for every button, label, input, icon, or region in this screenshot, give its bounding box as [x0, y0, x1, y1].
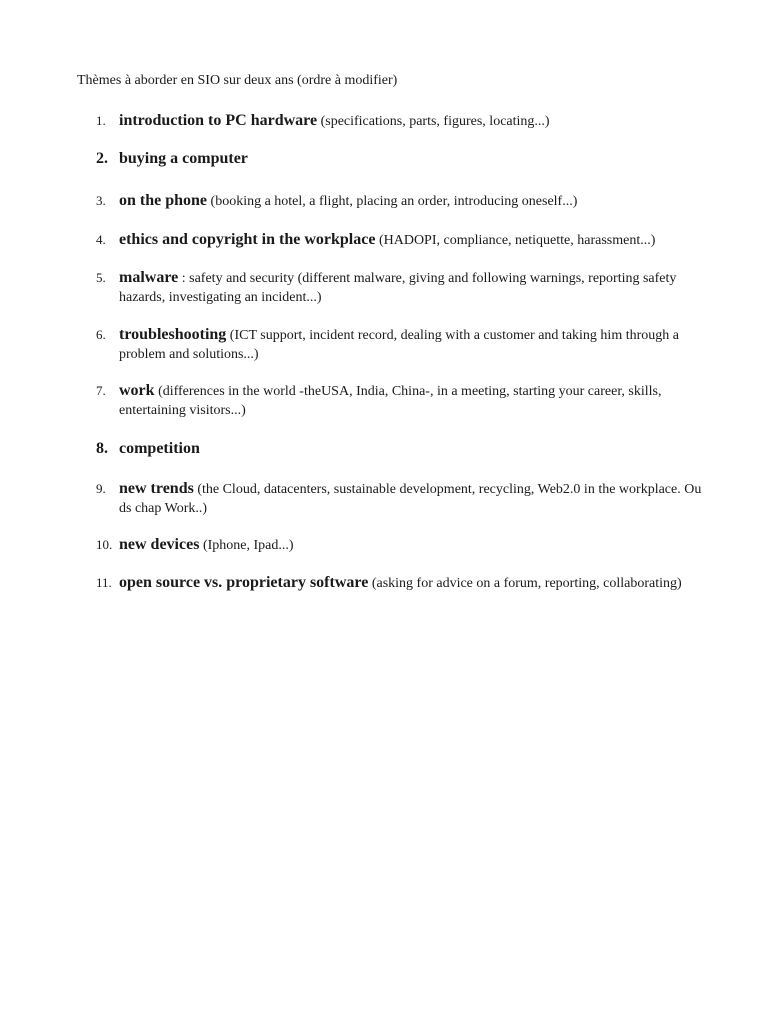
list-item [96, 573, 706, 593]
item-text [119, 381, 706, 420]
item-heading: new devices [119, 536, 200, 553]
item-number: 10. [96, 537, 113, 552]
item-heading: on the phone [119, 192, 208, 209]
list-item [96, 325, 706, 364]
list-item [96, 111, 706, 131]
item-text [119, 573, 706, 593]
item-number: 7. [96, 383, 106, 398]
item-text [119, 111, 706, 131]
item-heading: introduction to PC hardware [119, 112, 318, 129]
item-heading: new trends [119, 480, 194, 497]
list-item [96, 381, 706, 420]
item-heading: open source vs. proprietary software [119, 574, 369, 591]
item-description: (the Cloud, datacenters, sustainable development, recycling, Web2.0 in the workplace. Ou ds chap Work..) [119, 482, 702, 516]
item-text [119, 325, 706, 364]
item-number: 4. [96, 232, 106, 247]
item-description: (HADOPI, compliance, netiquette, harassment...) [375, 233, 656, 248]
item-number: 11. [96, 575, 112, 590]
item-number: 6. [96, 327, 106, 342]
item-heading: buying a computer [119, 150, 248, 167]
item-heading: troubleshooting [119, 326, 227, 343]
list-item [96, 439, 706, 459]
list-item [96, 535, 706, 555]
list-item [96, 479, 706, 518]
item-description: (booking a hotel, a flight, placing an order, introducing oneself...) [207, 194, 578, 209]
list-item [96, 149, 706, 169]
item-number: 3. [96, 193, 106, 208]
item-number: 5. [96, 270, 106, 285]
item-text [119, 439, 706, 459]
item-description: (ICT support, incident record, dealing with a customer and taking him through a problem and solutions...) [119, 328, 679, 362]
item-heading: malware [119, 269, 179, 286]
item-number: 9. [96, 481, 106, 496]
item-text [119, 149, 706, 169]
item-number: 2. [96, 150, 108, 167]
item-description: (differences in the world -theUSA, India, China-, in a meeting, starting your career, skills, entertaining visitors...) [119, 384, 662, 418]
list-item [96, 268, 706, 307]
list-item [96, 230, 706, 250]
item-text [119, 479, 706, 518]
item-description: (Iphone, Ipad...) [199, 538, 294, 553]
item-heading: ethics and copyright in the workplace [119, 231, 376, 248]
list-item [96, 191, 706, 211]
item-text [119, 191, 706, 211]
item-description: (asking for advice on a forum, reporting, collaborating) [368, 576, 682, 591]
document-title: Thèmes à aborder en SIO sur deux ans (ordre à modifier) [77, 73, 398, 88]
item-text [119, 268, 706, 307]
item-description: : safety and security (different malware, giving and following warnings, reporting safety hazards, investigating an incident...) [119, 271, 677, 305]
item-heading: competition [119, 440, 200, 457]
item-description: (specifications, parts, figures, locating...) [317, 114, 550, 129]
item-number: 8. [96, 440, 108, 457]
item-number: 1. [96, 113, 106, 128]
item-heading: work [119, 382, 155, 399]
item-text [119, 535, 706, 555]
item-text [119, 230, 706, 250]
